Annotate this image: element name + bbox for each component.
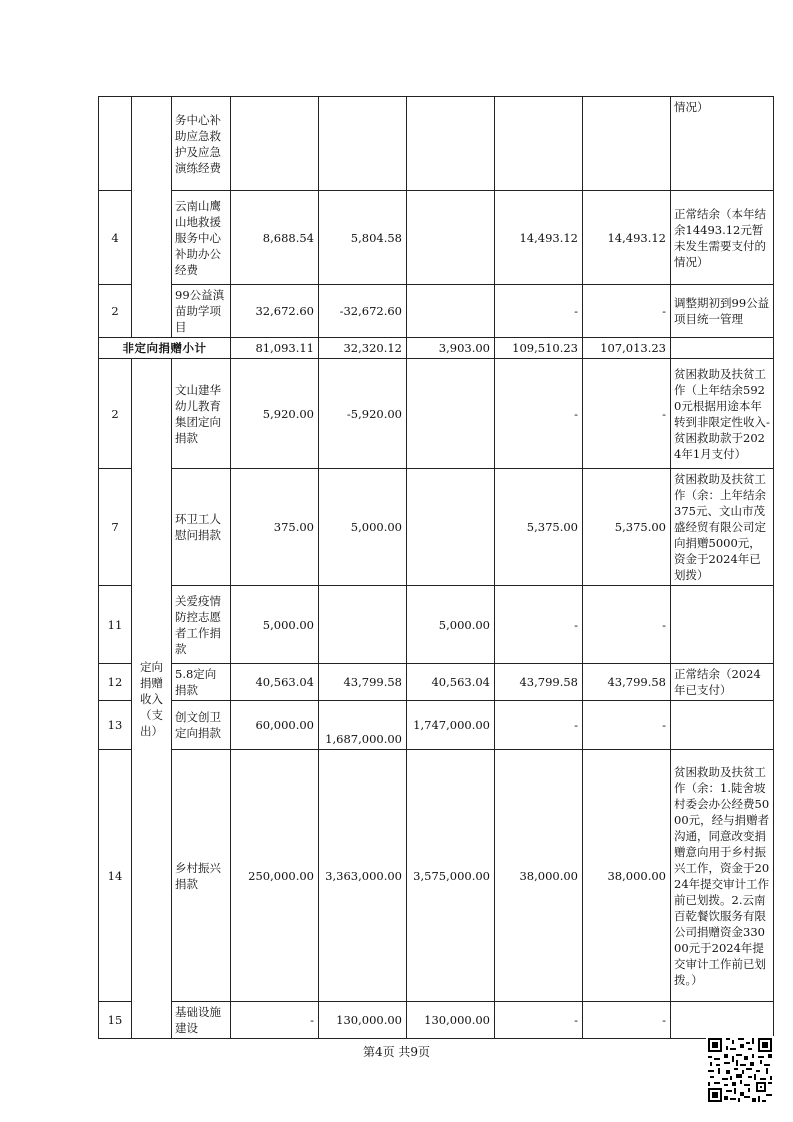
row-number: 4	[99, 191, 132, 285]
amount-cell: 3,575,000.00	[407, 750, 495, 1002]
amount-cell: 81,093.11	[231, 338, 319, 359]
amount-cell: -	[583, 701, 671, 750]
amount-cell: 5,000.00	[407, 586, 495, 664]
row-number: 13	[99, 701, 132, 750]
remark-cell: 情况）	[671, 97, 774, 191]
amount-cell	[319, 97, 407, 191]
table-row	[99, 701, 774, 750]
row-number: 11	[99, 586, 132, 664]
amount-cell: 43,799.58	[583, 664, 671, 701]
category-label: 定向捐赠收入（支出）	[132, 359, 172, 1039]
amount-cell	[583, 97, 671, 191]
amount-cell: 60,000.00	[231, 701, 319, 750]
amount-cell: 14,493.12	[583, 191, 671, 285]
remark-cell: 贫困救助及扶贫工作（余：1.陡舍坡村委会办公经费5000元，经与捐赠者沟通，同意改变捐赠意向用于乡村振兴工作，资金于2024年提交审计工作前已划拨。2.云南百乾餐饮服务有限公司捐赠资金33000元于2024年提交审计工作前已划拨。）	[671, 750, 774, 1002]
amount-cell: -	[495, 359, 583, 469]
item-name: 乡村振兴捐款	[172, 750, 231, 1002]
item-name: 创文创卫定向捐款	[172, 701, 231, 750]
amount-cell: 130,000.00	[319, 1002, 407, 1039]
amount-cell: 38,000.00	[495, 750, 583, 1002]
amount-cell: 8,688.54	[231, 191, 319, 285]
amount-cell	[407, 285, 495, 338]
row-number: 2	[99, 285, 132, 338]
amount-cell: 5,375.00	[583, 469, 671, 586]
amount-cell: 3,363,000.00	[319, 750, 407, 1002]
amount-cell: -32,672.60	[319, 285, 407, 338]
table-row	[99, 664, 774, 701]
row-number: 15	[99, 1002, 132, 1039]
amount-cell: 5,000.00	[319, 469, 407, 586]
amount-cell: 130,000.00	[407, 1002, 495, 1039]
amount-cell: -5,920.00	[319, 359, 407, 469]
row-number: 12	[99, 664, 132, 701]
table-row	[99, 1002, 774, 1039]
amount-cell: 40,563.04	[231, 664, 319, 701]
subtotal-row	[99, 338, 774, 359]
subtotal-label: 非定向捐赠小计	[99, 338, 231, 359]
amount-cell: -	[583, 359, 671, 469]
amount-cell: 375.00	[231, 469, 319, 586]
remark-cell: 贫困救助及扶贫工作（余：上年结余375元、文山市茂盛经贸有限公司定向捐赠5000元，资金于2024年已划拨）	[671, 469, 774, 586]
row-number: 14	[99, 750, 132, 1002]
item-name: 务中心补助应急救护及应急演练经费	[172, 97, 231, 191]
amount-cell: 5,804.58	[319, 191, 407, 285]
category-cell-blank	[132, 97, 172, 338]
row-number: 2	[99, 359, 132, 469]
remark-cell	[671, 1002, 774, 1039]
amount-cell	[319, 586, 407, 664]
table-row	[99, 359, 774, 469]
item-name: 环卫工人慰问捐款	[172, 469, 231, 586]
amount-cell: 43,799.58	[319, 664, 407, 701]
row-number: 7	[99, 469, 132, 586]
amount-cell: 40,563.04	[407, 664, 495, 701]
remark-cell: 正常结余（本年结余14493.12元暂未发生需要支付的情况）	[671, 191, 774, 285]
amount-cell	[407, 469, 495, 586]
amount-cell: 109,510.23	[495, 338, 583, 359]
amount-cell: -	[583, 586, 671, 664]
item-name: 关爱疫情防控志愿者工作捐款	[172, 586, 231, 664]
remark-cell	[671, 586, 774, 664]
amount-cell	[407, 191, 495, 285]
amount-cell: 1,747,000.00	[407, 701, 495, 750]
item-name: 云南山鹰山地救援服务中心补助办公经费	[172, 191, 231, 285]
amount-cell: 5,920.00	[231, 359, 319, 469]
table-row	[99, 97, 774, 191]
amount-cell: 5,375.00	[495, 469, 583, 586]
remark-cell	[671, 701, 774, 750]
amount-cell: 3,903.00	[407, 338, 495, 359]
amount-cell	[231, 97, 319, 191]
amount-cell: -	[495, 701, 583, 750]
amount-cell: 43,799.58	[495, 664, 583, 701]
item-name: 5.8定向捐款	[172, 664, 231, 701]
amount-cell: 250,000.00	[231, 750, 319, 1002]
table-row	[99, 285, 774, 338]
amount-cell: -	[583, 285, 671, 338]
amount-cell	[407, 97, 495, 191]
remark-cell: 调整期初到99公益项目统一管理	[671, 285, 774, 338]
table-row	[99, 586, 774, 664]
amount-cell: 107,013.23	[583, 338, 671, 359]
amount-cell: 14,493.12	[495, 191, 583, 285]
page-number: 第4页 共9页	[362, 1045, 431, 1059]
amount-cell: -	[495, 1002, 583, 1039]
remark-cell	[671, 338, 774, 359]
item-name: 99公益滇苗助学项目	[172, 285, 231, 338]
amount-cell: 38,000.00	[583, 750, 671, 1002]
amount-cell: -	[495, 586, 583, 664]
item-name: 文山建华幼儿教育集团定向捐款	[172, 359, 231, 469]
remark-cell: 贫困救助及扶贫工作（上年结余5920元根据用途本年转到非限定性收入-贫困救助款于2024年1月支付）	[671, 359, 774, 469]
table-row	[99, 191, 774, 285]
amount-cell: -	[495, 285, 583, 338]
amount-cell	[407, 359, 495, 469]
qr-code-icon	[706, 1036, 774, 1104]
financial-table	[98, 96, 774, 1039]
amount-cell	[495, 97, 583, 191]
row-number	[99, 97, 132, 191]
amount-cell: -	[583, 1002, 671, 1039]
amount-cell: 32,672.60	[231, 285, 319, 338]
table-row	[99, 469, 774, 586]
remark-cell: 正常结余（2024年已支付）	[671, 664, 774, 701]
table-row	[99, 750, 774, 1002]
amount-cell: 5,000.00	[231, 586, 319, 664]
amount-cell: 32,320.12	[319, 338, 407, 359]
amount-cell: -	[231, 1002, 319, 1039]
item-name: 基础设施建设	[172, 1002, 231, 1039]
amount-cell: 1,687,000.00	[319, 701, 407, 750]
